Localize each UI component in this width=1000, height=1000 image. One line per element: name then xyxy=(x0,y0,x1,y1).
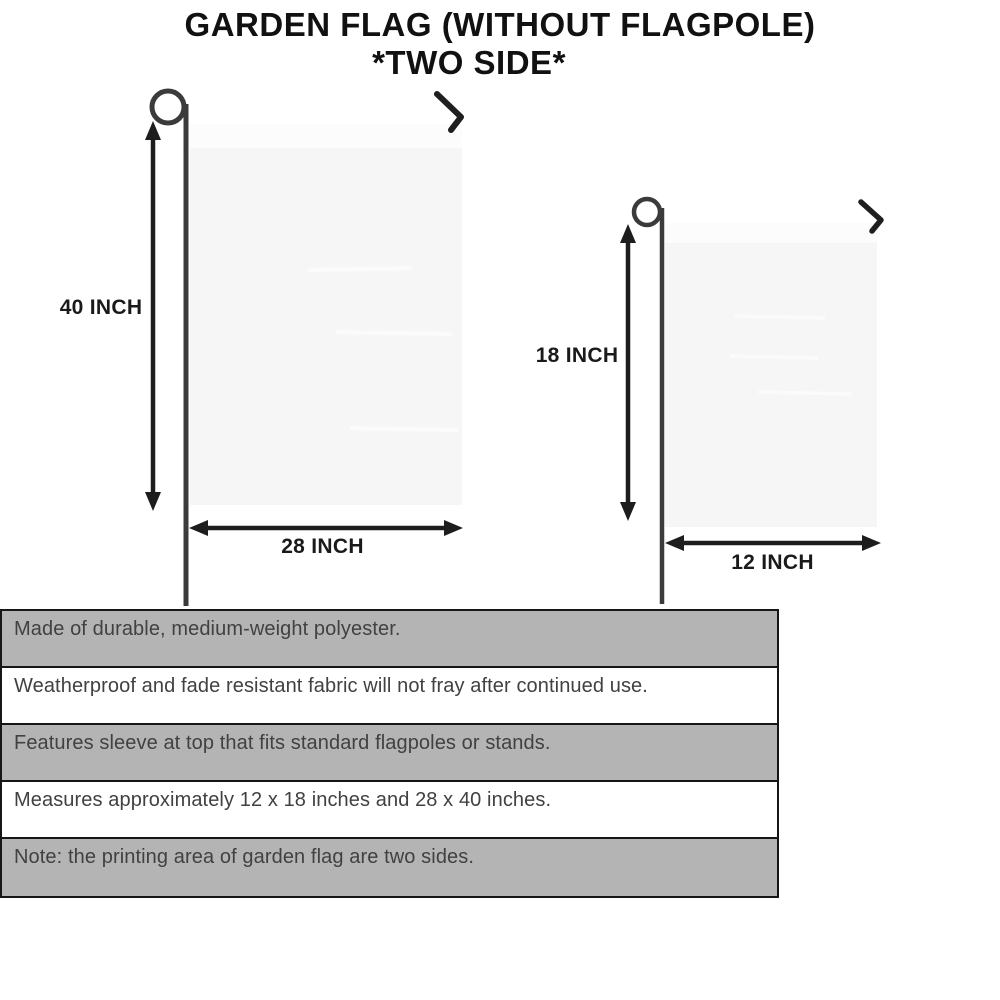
small-flag-fabric xyxy=(665,223,877,527)
small-flag-height-label: 18 INCH xyxy=(535,344,619,367)
large-flag-width-arrow xyxy=(189,520,463,536)
spec-row-weatherproof: Weatherproof and fade resistant fabric will not fray after continued use. xyxy=(2,668,777,725)
large-flag-height-label: 40 INCH xyxy=(59,296,143,319)
large-flag-width-label: 28 INCH xyxy=(281,535,364,558)
small-flag-sleeve xyxy=(665,223,877,243)
spec-row-measurements: Measures approximately 12 x 18 inches and 28 x 40 inches. xyxy=(2,782,777,839)
large-flag-fabric xyxy=(190,124,462,505)
spec-row-note: Note: the printing area of garden flag are two sides. xyxy=(2,839,777,896)
page-title: GARDEN FLAG (WITHOUT FLAGPOLE) xyxy=(184,6,816,43)
small-flag-height-arrow xyxy=(620,224,636,521)
spec-row-sleeve: Features sleeve at top that fits standard flagpoles or stands. xyxy=(2,725,777,782)
small-flag-width-label: 12 INCH xyxy=(731,551,814,574)
spec-table xyxy=(0,609,779,898)
small-flagpole-loop-icon xyxy=(634,199,660,225)
large-flag-sleeve xyxy=(190,124,462,148)
page-subtitle: *TWO SIDE* xyxy=(372,44,566,81)
large-flagpole-loop-icon xyxy=(152,91,184,123)
small-flag-width-arrow xyxy=(665,535,881,551)
spec-row-material: Made of durable, medium-weight polyester. xyxy=(2,611,777,668)
